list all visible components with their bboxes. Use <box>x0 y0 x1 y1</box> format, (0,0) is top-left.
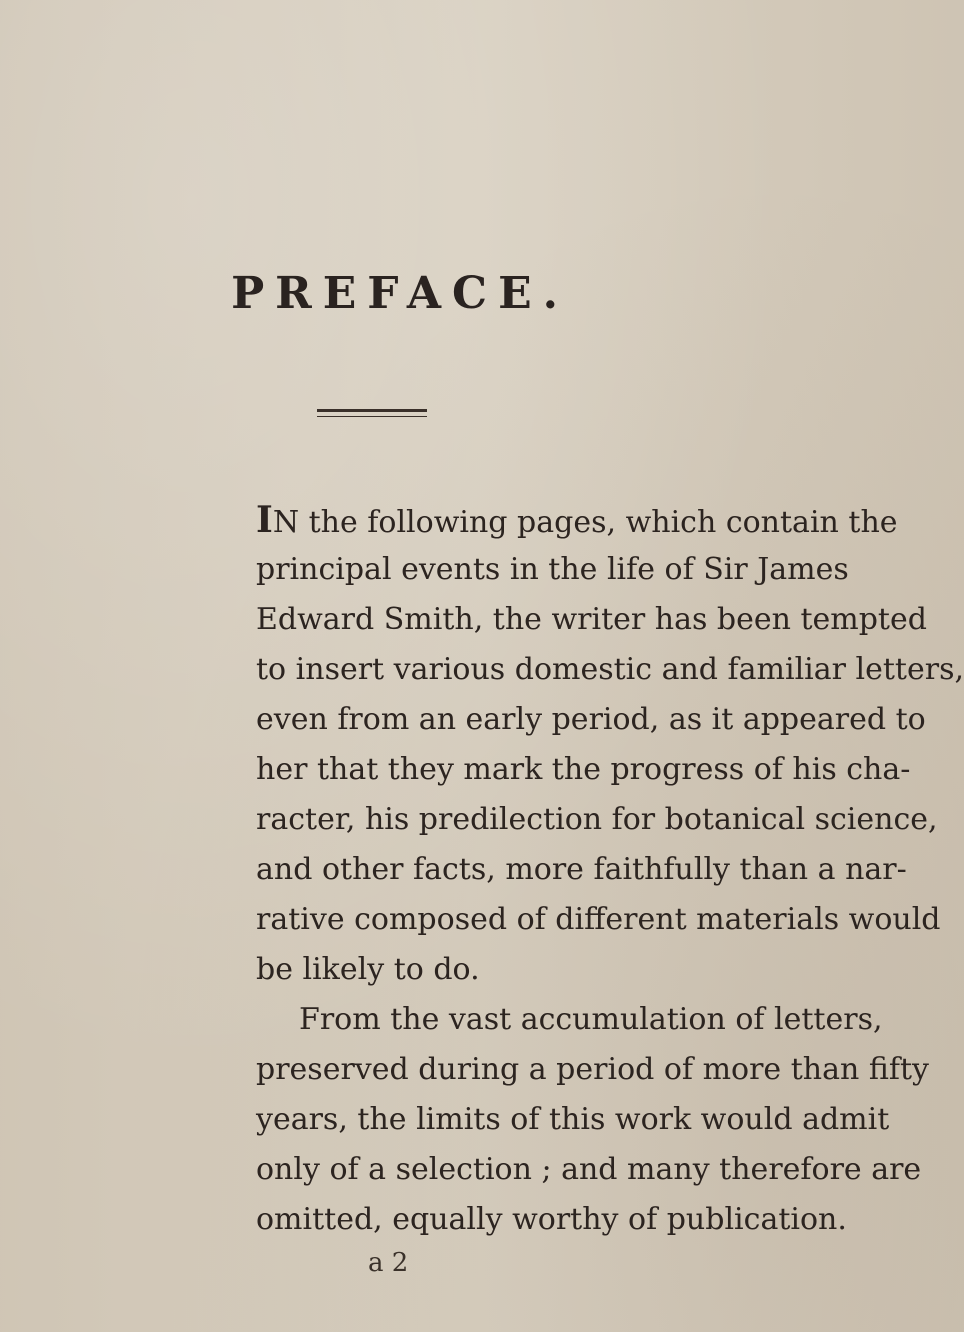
title-divider <box>317 409 427 412</box>
paragraph-line: and other facts, more faithfully than a nar- <box>256 852 907 887</box>
signature-mark: a 2 <box>368 1248 409 1278</box>
paragraph-line: even from an early period, as it appeared to <box>256 702 926 737</box>
line-text: N the following pages, which contain the <box>272 505 898 540</box>
paragraph-line: principal events in the life of Sir James <box>256 552 849 587</box>
page-title: PREFACE. <box>231 268 569 319</box>
paragraph-line <box>256 495 898 548</box>
paragraph-line: her that they mark the progress of his cha- <box>256 752 911 787</box>
title-divider-thin <box>317 416 427 417</box>
paragraph-line: Edward Smith, the writer has been tempted <box>256 602 927 637</box>
paragraph-line: preserved during a period of more than fifty <box>256 1052 929 1087</box>
dropcap: I <box>256 499 273 541</box>
paragraph-line: racter, his predilection for botanical science, <box>256 802 938 837</box>
paragraph-line: be likely to do. <box>256 952 480 987</box>
paragraph-line: to insert various domestic and familiar letters, <box>256 652 964 687</box>
paragraph-line: omitted, equally worthy of publication. <box>256 1202 847 1237</box>
paragraph-line: years, the limits of this work would admit <box>256 1102 890 1137</box>
paragraph-line: From the vast accumulation of letters, <box>299 1002 883 1037</box>
paragraph-line: only of a selection ; and many therefore are <box>256 1152 922 1187</box>
paragraph-line: rative composed of different materials would <box>256 902 941 937</box>
